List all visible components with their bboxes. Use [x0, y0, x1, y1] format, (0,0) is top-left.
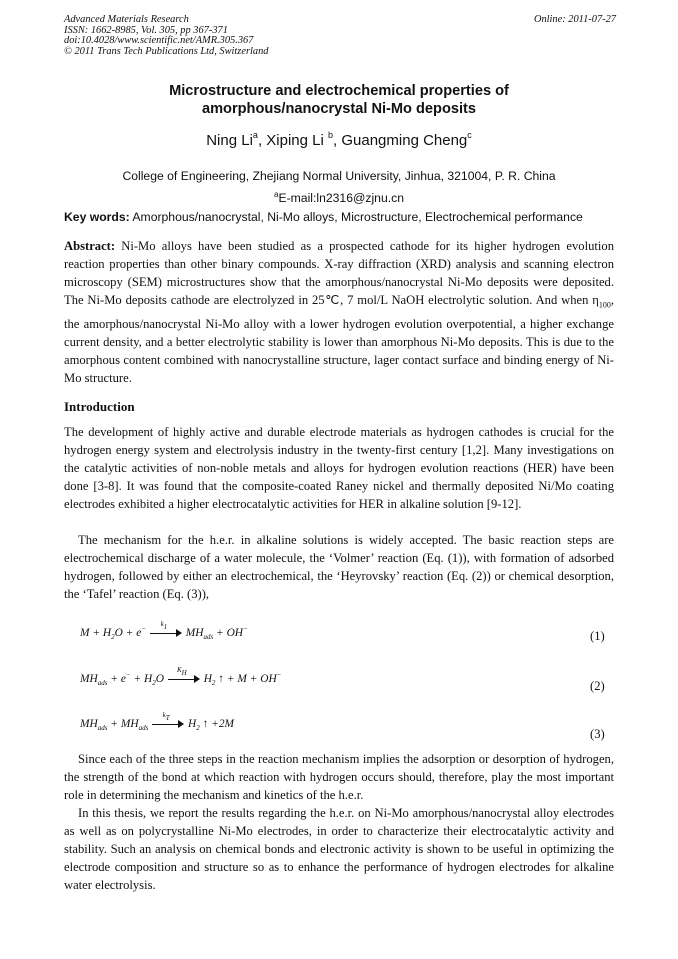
rate-k: k: [162, 711, 166, 720]
abstract-text-a: Ni-Mo alloys have been studied as a prospected cathode for its higher hydrogen evolution reaction properties than other binary compounds. X-ray diffraction (XRD) analysis and scanning electron microscopy (SEM) microstructures show that the amorphous/nanocrystal Ni-Mo deposits were deposited. The Ni-Mo deposits cathode are electrolyzed in 25℃, 7 mol/L NaOH electrolytic solution. And when η: [64, 239, 614, 308]
rate-constant: [152, 711, 180, 722]
eq-sub: 2: [152, 679, 156, 687]
eq-term: MH: [80, 718, 98, 730]
eq-term: ↑ +2M: [199, 718, 235, 730]
eq-term: + e: [107, 673, 126, 685]
reaction-arrow: [168, 666, 200, 684]
author-name: Ning Li: [206, 132, 253, 149]
eq-term: + H: [130, 673, 153, 685]
keywords-label: Key words:: [64, 210, 130, 224]
author-list: [0, 130, 678, 149]
eq-sup: −: [243, 625, 248, 633]
eq-term: O + e: [114, 627, 142, 639]
journal-copyright: © 2011 Trans Tech Publications Ltd, Switzerland: [64, 45, 269, 57]
rate-k: k: [160, 620, 164, 629]
affiliation-line: College of Engineering, Zhejiang Normal University, Jinhua, 321004, P. R. China: [122, 169, 556, 183]
journal-header: [64, 15, 616, 57]
author-email: E-mail:ln2316@zjnu.cn: [278, 190, 404, 205]
eq-term: M + H: [80, 627, 112, 639]
eq-sup: −: [125, 671, 131, 679]
eq-sub: ads: [138, 724, 149, 732]
section-heading-introduction: Introduction: [64, 399, 135, 414]
author-mark: a: [252, 130, 258, 140]
reaction-arrow: [150, 620, 182, 638]
eq-sub: ads: [97, 679, 108, 687]
eq-sup: −: [276, 671, 282, 679]
journal-doi: doi:10.4028/www.scientific.net/AMR.305.367: [64, 35, 254, 47]
eq-term: O: [155, 673, 164, 685]
equation-number-2: (2): [590, 679, 605, 693]
eq-sub: ads: [97, 724, 108, 732]
eq-term: ↑ + M + OH: [215, 673, 277, 685]
eta-subscript: 100: [598, 300, 611, 310]
rate-constant: [168, 666, 196, 677]
eq-sup: −: [141, 625, 147, 633]
eq-sub: 2: [111, 633, 115, 641]
rate-sub: H: [181, 669, 187, 678]
intro-paragraph-4: In this thesis, we report the results regarding the h.e.r. on Ni-Mo amorphous/nanocrystal alloy electrodes as well as on polycrystalline Ni-Mo electrodes, in order to characterize their electrocatalytic activity and stability. Such an analysis on chemical bonds and electronic activity is shown to be useful in optimizing the electrode composition and structure so as to enhance the performance of hydrogen electrodes for alkaline water electrolysis.: [64, 806, 614, 893]
eq-sub: 2: [211, 679, 216, 687]
author-name: Xiping Li: [266, 132, 328, 149]
author-separator: ,: [333, 132, 342, 149]
journal-name: Advanced Materials Research: [64, 14, 189, 25]
author-name: Guangming Cheng: [341, 132, 468, 149]
rate-constant: [150, 620, 178, 631]
abstract-text-b: , the amorphous/nanocrystal Ni-Mo alloy with a lower hydrogen evolution overpotential, a higher exchange current density, and a better electrolytic stability is lower than amorphous Ni-Mo deposits. This is due to the amorphous content combined with nanocrystalline structure, lager contact surface and binding energy of Ni-Mo structure.: [64, 293, 614, 386]
eq-sub: ads: [203, 633, 214, 641]
author-mark: b: [328, 130, 334, 140]
intro-paragraph-2: The mechanism for the h.e.r. in alkaline solutions is widely accepted. The basic reaction steps are electrochemical discharge of a water molecule, the ‘Volmer’ reaction (Eq. (1)), with formation of adsorbed hydrogen, followed by either an electrochemical, the ‘Heyrovsky’ reaction (Eq. (2)) or chemical desorption, the ‘Tafel’ reaction (Eq. (3)),: [64, 533, 614, 602]
eq-term: + OH: [213, 627, 244, 639]
equation-2: [80, 666, 282, 687]
rate-k: K: [176, 666, 182, 675]
rate-sub: 1: [163, 623, 168, 632]
eq-sub: 2: [196, 724, 200, 732]
abstract-label: Abstract:: [64, 239, 116, 253]
author-separator: ,: [257, 132, 267, 149]
paper-title: [0, 82, 678, 118]
keywords-text: Amorphous/nanocrystal, Ni-Mo alloys, Microstructure, Electrochemical performance: [129, 210, 583, 224]
rate-sub: T: [165, 714, 170, 723]
email-line: [0, 186, 678, 208]
journal-issn: ISSN: 1662-8985, Vol. 305, pp 367-371: [64, 24, 228, 36]
equation-3: [80, 711, 235, 732]
equation-number-3: (3): [590, 727, 605, 741]
eq-term: + MH: [107, 718, 139, 730]
reaction-arrow: [152, 711, 184, 729]
equation-1: [80, 620, 248, 641]
intro-paragraph-1: The development of highly active and durable electrode materials as hydrogen cathodes is crucial for the hydrogen energy system and electrolysis industry in the twenty-first century [1,2]. Many investigations on the catalytic activities of non-noble metals and alloys for hydrogen evolution reactions (HER) have been done [3-8]. It was found that the composite-coated Raney nickel and thermally deposited Ni/Mo coating electrodes exhibited a higher electrocatalytic activities for HER in alkaline solution [9-12].: [64, 425, 614, 512]
affiliation: [0, 168, 678, 207]
author-mark: c: [467, 130, 472, 140]
eq-term: MH: [185, 627, 204, 639]
title-line-2: amorphous/nanocrystal Ni-Mo deposits: [201, 101, 477, 117]
title-line-1: Microstructure and electrochemical properties of: [169, 83, 509, 99]
equation-number-1: (1): [590, 629, 605, 643]
eq-term: H: [203, 673, 212, 685]
keywords: [64, 210, 624, 224]
abstract: [64, 237, 614, 387]
eq-term: MH: [80, 673, 98, 685]
eq-term: H: [188, 718, 197, 730]
email-mark: a: [274, 189, 279, 199]
online-date: Online: 2011-07-27: [533, 14, 616, 25]
intro-paragraph-3: Since each of the three steps in the reaction mechanism implies the adsorption or desorption of hydrogen, the strength of the bond at which reaction with hydrogen occurs should, therefore, play the most important role in determining the mechanism and kinetics of the h.e.r.: [64, 752, 614, 803]
